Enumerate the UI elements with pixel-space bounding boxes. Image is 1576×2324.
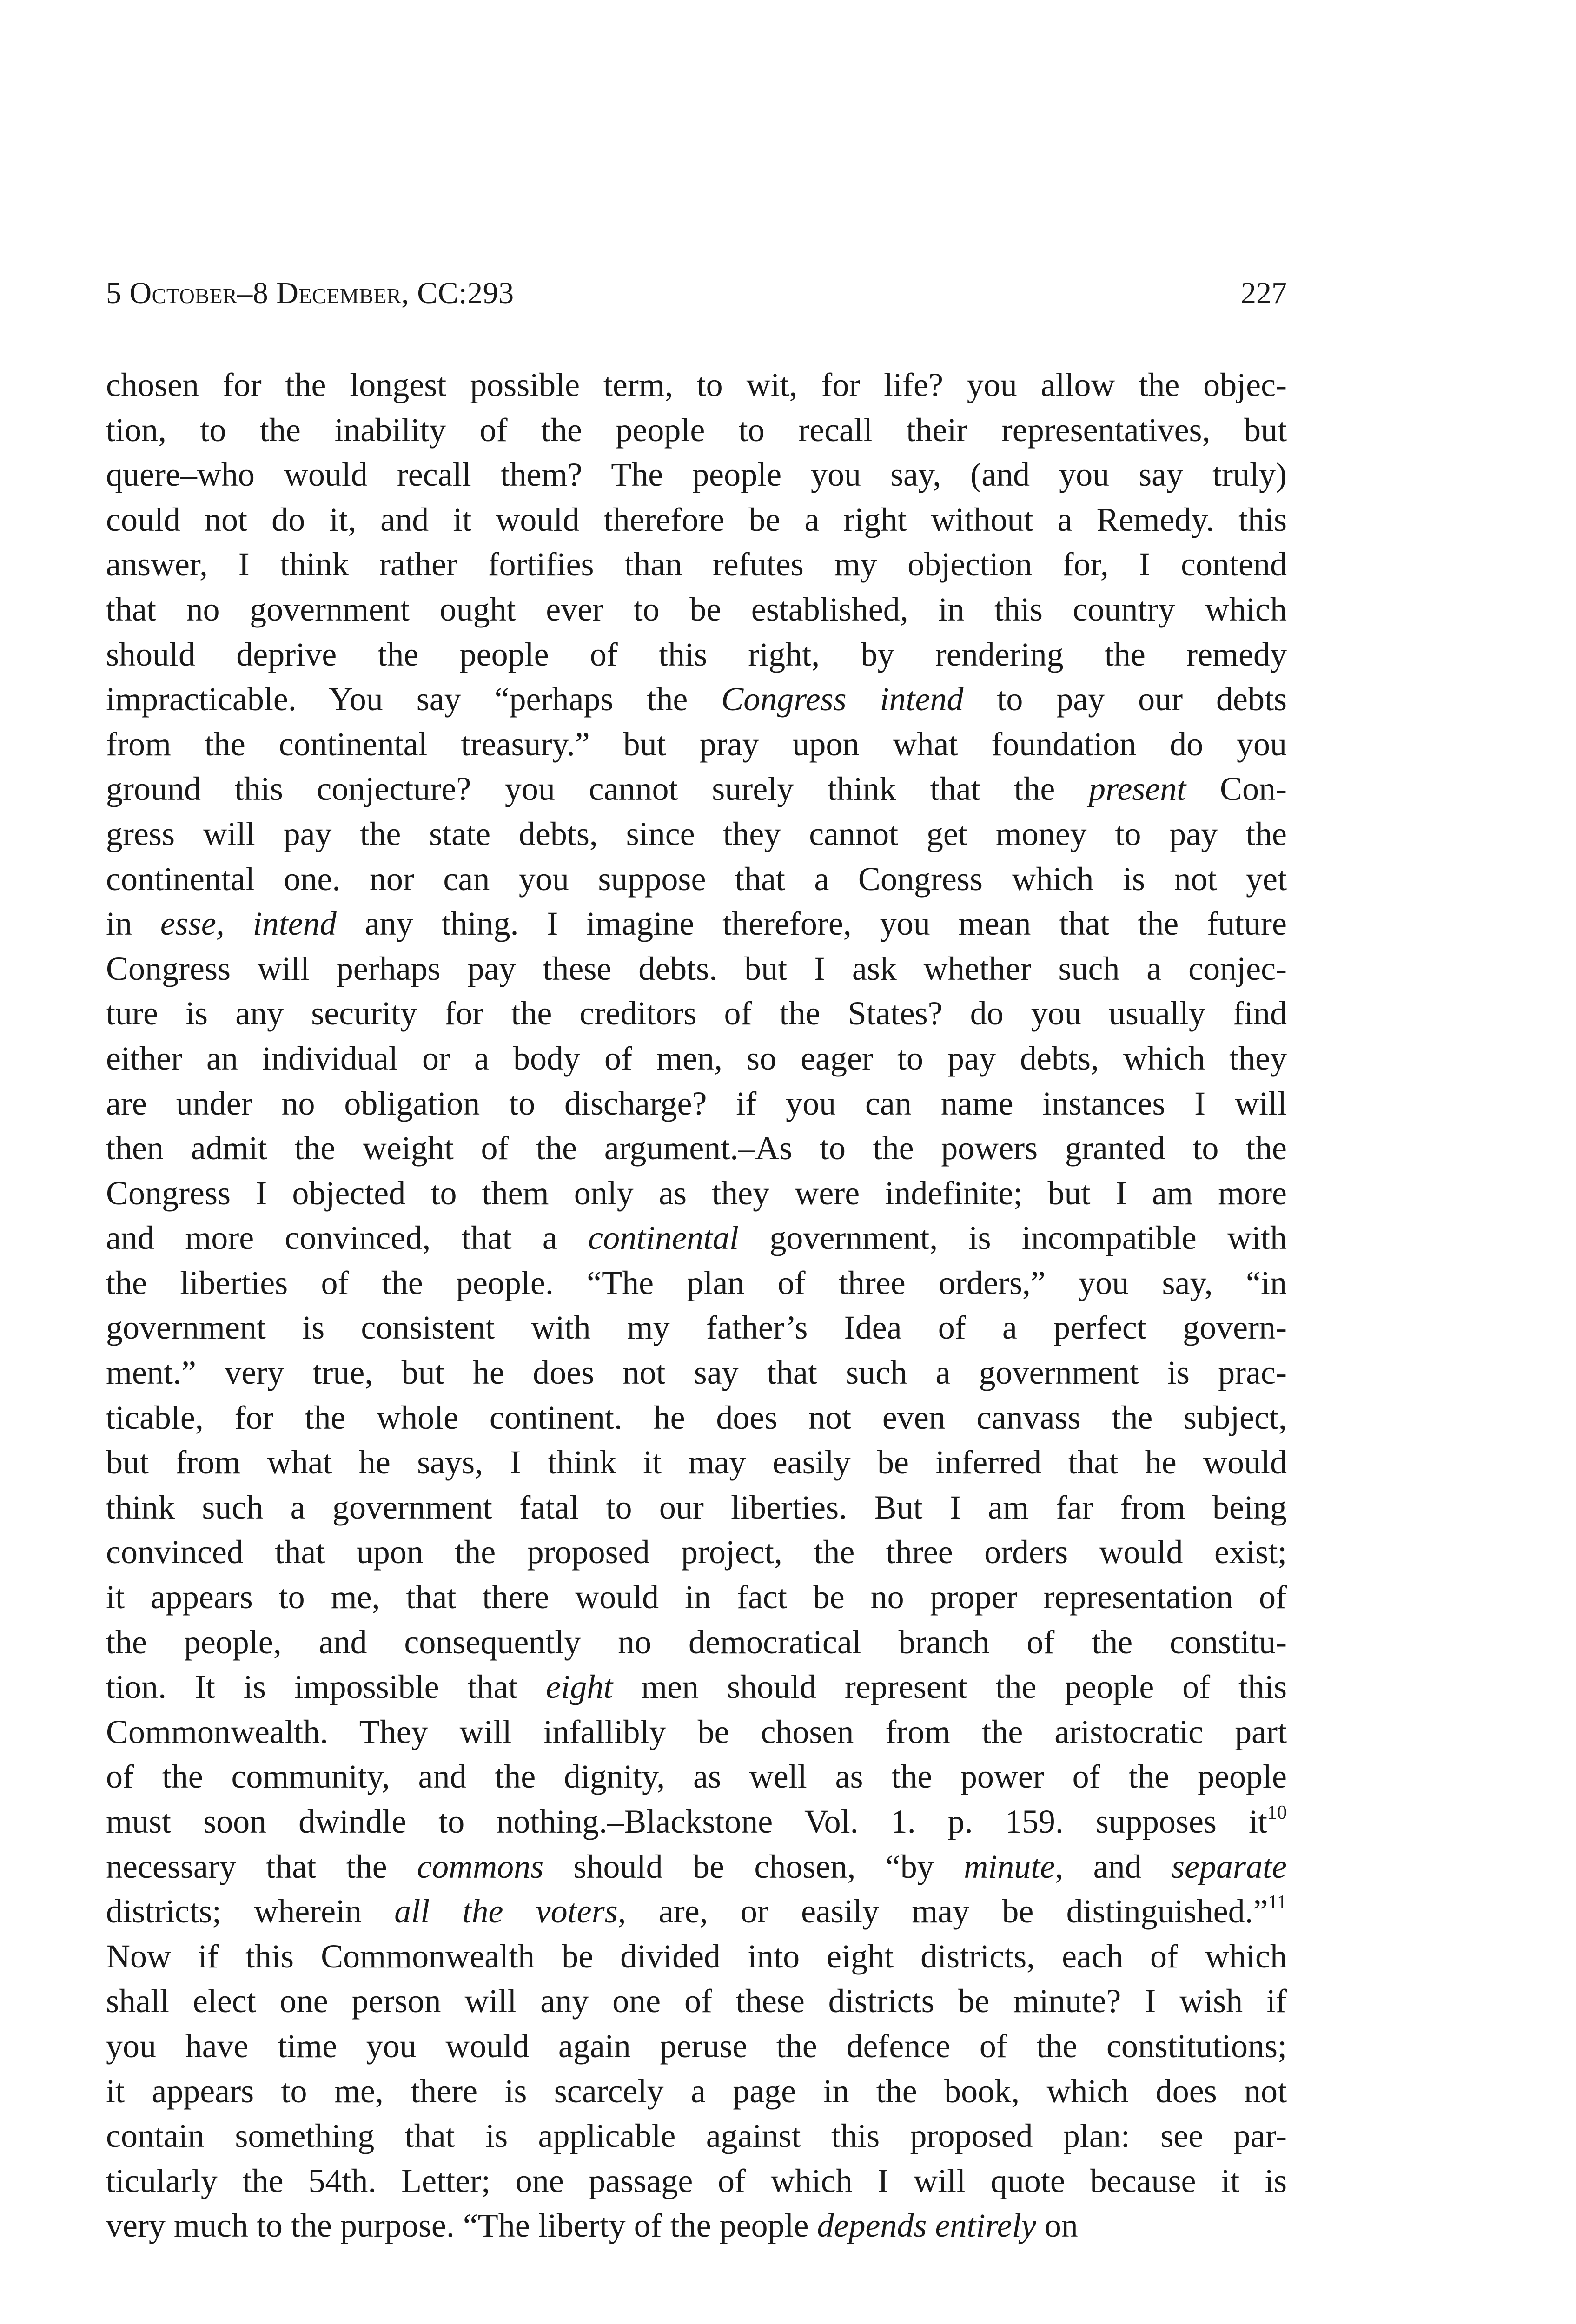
- text-line: [106, 1575, 1287, 1620]
- text-line: [106, 1305, 1287, 1350]
- text-segment: government is consistent with my father’s Idea of a perfect govern-: [106, 1309, 1287, 1347]
- italic-phrase: depends entirely: [817, 2207, 1036, 2245]
- text-line: [106, 901, 1287, 946]
- page-number: 227: [1241, 276, 1287, 310]
- text-segment: should be chosen, “by: [543, 1848, 964, 1885]
- text-segment: it appears to me, there is scarcely a page in the book, which does not: [106, 2072, 1287, 2110]
- running-head: [106, 272, 1287, 314]
- text-segment: in: [106, 905, 160, 943]
- text-line: [106, 1171, 1287, 1216]
- text-segment: Con-: [1186, 770, 1287, 808]
- text-line: [106, 766, 1287, 812]
- text-segment: necessary that the: [106, 1848, 417, 1885]
- text-segment: Commonwealth. They will infallibly be chosen from the aristocratic part: [106, 1713, 1287, 1750]
- text-segment: you have time you would again peruse the defence of the constitutions;: [106, 2027, 1287, 2065]
- italic-phrase: minute,: [964, 1848, 1064, 1885]
- text-line: [106, 1081, 1287, 1126]
- text-line: [106, 2203, 1287, 2248]
- text-line: [106, 587, 1287, 632]
- text-line: [106, 1036, 1287, 1081]
- text-segment: Congress I objected to them only as they were indefinite; but I am more: [106, 1174, 1287, 1212]
- italic-phrase: commons: [417, 1848, 544, 1885]
- text-segment: continental one. nor can you suppose that a Congress which is not yet: [106, 860, 1287, 898]
- text-segment: Congress will perhaps pay these debts. but I ask whether such a conjec-: [106, 950, 1287, 987]
- text-segment: ture is any security for the creditors of the States? do you usually find: [106, 995, 1287, 1032]
- text-line: [106, 1934, 1287, 1979]
- text-segment: chosen for the longest possible term, to wit, for life? you allow the objec-: [106, 366, 1287, 403]
- text-segment: from the continental treasury.” but pray upon what foundation do you: [106, 725, 1287, 763]
- text-line: [106, 1754, 1287, 1799]
- text-segment: any thing. I imagine therefore, you mean that the future: [336, 905, 1287, 943]
- text-segment: –Blackstone Vol. 1. p. 159. supposes it: [607, 1803, 1267, 1840]
- text-line: [106, 1664, 1287, 1710]
- text-line: [106, 1620, 1287, 1665]
- text-line: [106, 677, 1287, 722]
- text-line: [106, 2069, 1287, 2114]
- text-line: [106, 946, 1287, 991]
- text-segment: the people, and consequently no democratical branch of the constitu-: [106, 1623, 1287, 1661]
- italic-phrase: separate: [1172, 1848, 1287, 1885]
- text-segment: quere–who would recall them? The people you say, (and you say truly): [106, 456, 1287, 494]
- text-segment: then admit the weight of the argument.–As to the powers granted to the: [106, 1129, 1287, 1167]
- text-line: [106, 1844, 1287, 1889]
- text-segment: could not do it, and it would therefore be a right without a Remedy. this: [106, 501, 1287, 538]
- text-line: [106, 991, 1287, 1036]
- text-segment: Now if this Commonwealth be divided into eight districts, each of which: [106, 1937, 1287, 1975]
- text-line: [106, 408, 1287, 453]
- text-line: [106, 1440, 1287, 1485]
- text-segment: to pay our debts: [963, 680, 1287, 718]
- italic-phrase: continental: [588, 1219, 739, 1257]
- italic-phrase: present: [1088, 770, 1186, 808]
- text-segment: government, is incompatible with: [739, 1219, 1287, 1257]
- text-segment: of the community, and the dignity, as well as the power of the people: [106, 1758, 1287, 1796]
- text-segment: are, or easily may be distinguished.”: [626, 1893, 1268, 1930]
- text-line: [106, 1485, 1287, 1530]
- text-line: [106, 1126, 1287, 1171]
- text-line: [106, 812, 1287, 857]
- text-segment: on: [1036, 2207, 1078, 2245]
- text-segment: must soon dwindle to nothing.: [106, 1803, 608, 1840]
- text-line: [106, 2024, 1287, 2069]
- text-segment: and more convinced, that a: [106, 1219, 589, 1257]
- text-line: [106, 1350, 1287, 1395]
- text-line: [106, 1710, 1287, 1755]
- text-segment: think such a government fatal to our liberties. But I am far from being: [106, 1488, 1287, 1526]
- text-segment: answer, I think rather fortifies than refutes my objection for, I contend: [106, 546, 1287, 583]
- italic-phrase: esse, intend: [160, 905, 337, 943]
- text-line: [106, 1215, 1287, 1261]
- text-segment: gress will pay the state debts, since they cannot get money to pay the: [106, 815, 1287, 852]
- text-line: [106, 2113, 1287, 2159]
- text-line: [106, 2159, 1287, 2204]
- text-line: [106, 1395, 1287, 1440]
- text-segment: either an individual or a body of men, so eager to pay debts, which they: [106, 1039, 1287, 1077]
- text-segment: ticularly the 54th. Letter; one passage of which I will quote because it is: [106, 2162, 1287, 2199]
- text-segment: men should represent the people of this: [613, 1668, 1287, 1706]
- text-segment: the liberties of the people. “The plan of three orders,” you say, “in: [106, 1264, 1287, 1301]
- text-segment: but from what he says, I think it may easily be inferred that he would: [106, 1444, 1287, 1481]
- text-line: [106, 1530, 1287, 1575]
- text-line: [106, 497, 1287, 542]
- italic-phrase: all the voters,: [394, 1893, 626, 1930]
- text-line: [106, 452, 1287, 497]
- italic-phrase: eight: [546, 1668, 613, 1706]
- text-segment: contain something that is applicable against this proposed plan: see par-: [106, 2117, 1287, 2155]
- text-line: [106, 542, 1287, 587]
- text-line: [106, 1889, 1287, 1934]
- text-line: [106, 632, 1287, 677]
- text-line: [106, 1261, 1287, 1306]
- text-segment: that no government ought ever to be established, in this country which: [106, 590, 1287, 628]
- text-line: [106, 722, 1287, 767]
- footnote-marker: 10: [1267, 1802, 1287, 1823]
- text-segment: tion, to the inability of the people to recall their representatives, but: [106, 411, 1287, 449]
- text-segment: ground this conjecture? you cannot surely think that the: [106, 770, 1089, 808]
- text-segment: ment.” very true, but he does not say that such a government is prac-: [106, 1354, 1287, 1392]
- text-segment: tion. It is impossible that: [106, 1668, 546, 1706]
- text-segment: should deprive the people of this right, by rendering the remedy: [106, 635, 1287, 673]
- text-line: [106, 857, 1287, 902]
- letter-body-text: [106, 363, 1287, 2248]
- text-segment: ticable, for the whole continent. he does not even canvass the subject,: [106, 1399, 1287, 1436]
- running-head-title: 5 October–8 December, CC:293: [106, 276, 514, 310]
- footnote-marker: 11: [1268, 1892, 1287, 1914]
- text-segment: and: [1063, 1848, 1172, 1885]
- text-segment: convinced that upon the proposed project, the three orders would exist;: [106, 1533, 1287, 1571]
- text-line: [106, 1979, 1287, 2024]
- text-segment: are under no obligation to discharge? if you can name instances I will: [106, 1084, 1287, 1122]
- italic-phrase: Congress intend: [721, 680, 964, 718]
- text-line: [106, 363, 1287, 408]
- text-segment: impracticable. You say “perhaps the: [106, 680, 722, 718]
- text-segment: very much to the purpose. “The liberty of the people: [106, 2207, 817, 2245]
- text-segment: it appears to me, that there would in fact be no proper representation of: [106, 1578, 1287, 1616]
- text-line: [106, 1799, 1287, 1844]
- text-segment: districts; wherein: [106, 1893, 395, 1930]
- text-segment: shall elect one person will any one of these districts be minute? I wish if: [106, 1982, 1287, 2020]
